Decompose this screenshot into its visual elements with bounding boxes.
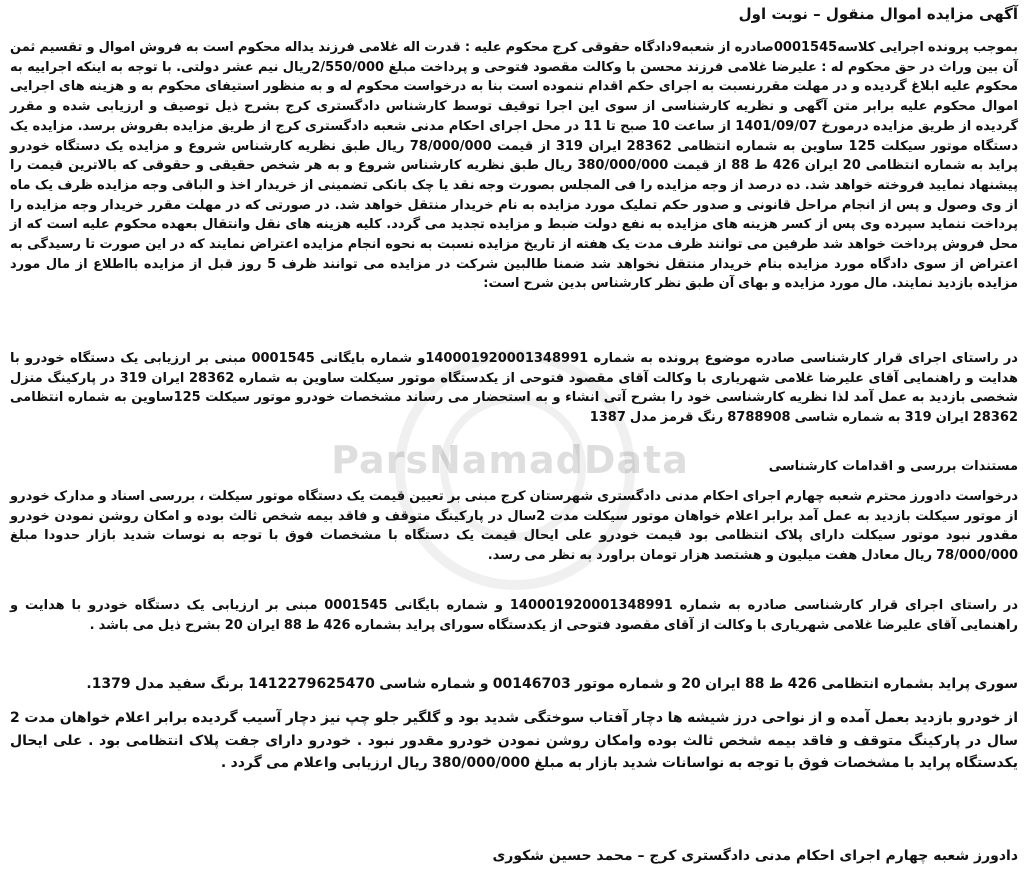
notice-paragraph-motorcycle-order (10, 349, 1018, 428)
paragraph-case-text: بموجب پرونده اجرایی کلاسه0001545صادره از شعبه9دادگاه حقوقی کرج محکوم علیه : قدرت اله غلامی فرزند یداله محکوم است به فروش اموال و تقسیم ثمن آن بین وراث در حق محکوم له : علیرضا غلامی فرزند محسن با وکالت مقصود فتوحی و پرداخت مبلغ 2/550/000ریال نیم عشر دولتی. با توجه به اینکه اجراییه به محکوم علیه ابلاغ گردیده و در مهلت مقررنسبت به اجرای حکم اقدام ننموده است بنا به درخواست محکوم له و به منظور استیفای محکوم به و هزینه های اجرایی اموال محکوم علیه برابر متن آگهی و نظریه کارشناسی از سوی این اجرا توقیف توسط کارشناس دادگستری کرج بشرح ذیل توصیف و ارزیابی شده و مقرر گردیده از طریق مزایده درمورخ 1401/09/07 از ساعت 10 صبح تا 11 در محل اجرای احکام مدنی شعبه دادگستری کرج از طریق مزایده بفروش برسد. مزایده یک دستگاه موتور سیکلت 125 ساوین به شماره انتظامی 28362 ایران 319 از قیمت 78/000/000 ریال طبق نظریه کارشناس شروع و مزایده یک دستگاه خودرو پراید به شماره انتظامی 20 ایران 426 ط 88 از قیمت 380/000/000 ریال طبق نظریه کارشناس شروع و به هر شخص حقیقی و حقوقی که بالاترین قیمت را پیشنهاد نمایید فروخته خواهد شد. ده درصد از وجه مزایده را فی المجلس بصورت وجه نقد یا چک بانکی تضمینی از خریدار اخذ و الباقی وجه مزایده ظرف یک ماه از وی وصول و پس از انجام مراحل قانونی و صدور حکم تملیک مورد مزایده به نام خریدار منتقل خواهد شد. در صورتی که در مهلت مقرر خریدار وجه مزایده را پرداخت ننماید سپرده وی پس از کسر هزینه های مزایده به نفع دولت ضبط و مزایده تجدید می گردد. کلیه هزینه های نقل وانتقال بعهده محکوم علیه است که از محل فروش پرداخت خواهد شد طرفین می توانند ظرف مدت یک هفته از تاریخ مزایده نسبت به نحوه انجام مزایده اعتراض نمایند که در این صورت تا رسیدگی به اعتراض از سوی دادگاه مورد مزایده بنام خریدار منتقل نخواهد شد ضمنا طالبین شرکت در مزایده می توانند ظرف 5 روز قبل از مزایده بااطلاع از مال مورد مزایده بازدید نمایند. مال مورد مزایده و بهای آن طبق نظر کارشناس بدین شرح است: (10, 40, 1019, 292)
expert-documents-heading: مستندات بررسی و اقدامات کارشناسی (768, 459, 1018, 474)
notice-paragraph-car-appraisal (10, 707, 1018, 775)
paragraph-car-specs-text: سوری پراید بشماره انتظامی 426 ط 88 ایران 20 و شماره موتور 00146703 و شماره شاسی 1412279625470 برنگ سفید مدل 1379. (86, 676, 1018, 692)
notice-paragraph-motorcycle-appraisal (10, 487, 1018, 566)
notice-paragraph-case (10, 38, 1018, 294)
paragraph-car-appraisal-text: از خودرو بازدید بعمل آمده و از نواحی درز شیشه ها دچار آفتاب سوختگی شدید بود و گلگیر جلو چپ نیز دچار آسیب گردیده برابر اعلام خواهان مدت 2 سال در پارکینگ متوقف و فاقد بیمه شخص ثالث بوده وامکان روشن نمودن خودرو مقدور نبود . خودرو دارای جفت پلاک انتظامی بود . علی ایحال یکدستگاه پراید با مشخصات فوق با توجه به نواسانات شدید بازار به مبلغ 380/000/000 ریال ارزیابی واعلام می گردد . (10, 710, 1018, 771)
notice-signature: دادورز شعبه چهارم اجرای احکام مدنی دادگستری کرج – محمد حسین شکوری (492, 848, 1018, 864)
notice-paragraph-car-specs (10, 673, 1018, 695)
notice-title: آگهی مزایده اموال منقول – نوبت اول (738, 5, 1018, 23)
paragraph-car-order-text: در راستای اجرای قرار کارشناسی صادره به شماره 140001920001348991 و شماره بایگانی 0001545 مبنی بر ارزیابی یک دستگاه خودرو با هدایت و راهنمایی آقای علیرضا غلامی شهریاری با وکالت از آقای مقصود فتوحی از یکدستگاه سورای پراید بشماره 426 ط 88 ایران 20 بشرح ذیل می باشد . (10, 598, 1018, 633)
watermark-brand-text: ParsNamadData (331, 438, 689, 482)
paragraph-motorcycle-order-text: در راستای اجرای قرار کارشناسی صادره موضوع پرونده به شماره 140001920001348991و شماره بایگانی 0001545 مبنی بر ارزیابی یک دستگاه خودرو با هدایت و راهنمایی آقای علیرضا غلامی شهریاری با وکالت آقای مقصود فتوحی از یکدستگاه موتور سیکلت ساوین به شماره 28362 ایران 319 در پارکینگ منزل شخصی بازدید به عمل آمد لذا نظریه کارشناسی خود را بشرح آتی انشاء و به استحضار می رساند مشخصات خودرو موتور سیکلت 125ساوین به شماره انتظامی 28362 ایران 319 به شماره شاسی 8788908 رنگ قرمز مدل 1387 (10, 351, 1019, 426)
paragraph-motorcycle-appraisal-text: درخواست دادورز محترم شعبه چهارم اجرای احکام مدنی دادگستری شهرستان کرج مبنی بر تعیین قیمت یک دستگاه موتور سیکلت ، بررسی اسناد و مدارک خودرو از موتور سیکلت بازدید به عمل آمد برابر اعلام خواهان موتور سیکلت مدت 2سال در پارکینگ متوقف و فاقد بیمه شخص ثالث بوده و امکان روشن نمودن خودرو مقدور نبود موتور سیکلت دارای پلاک انتظامی بود قیمت خودرو علی ایحال قیمت یک دستگاه با مشخصات فوق با توجه به نوسات شدید بازار حدودا مبلغ 78/000/000 ریال معادل هفت میلیون و هشتصد هزار تومان براورد به نظر می رسد. (10, 489, 1018, 564)
notice-paragraph-car-order (10, 596, 1018, 635)
